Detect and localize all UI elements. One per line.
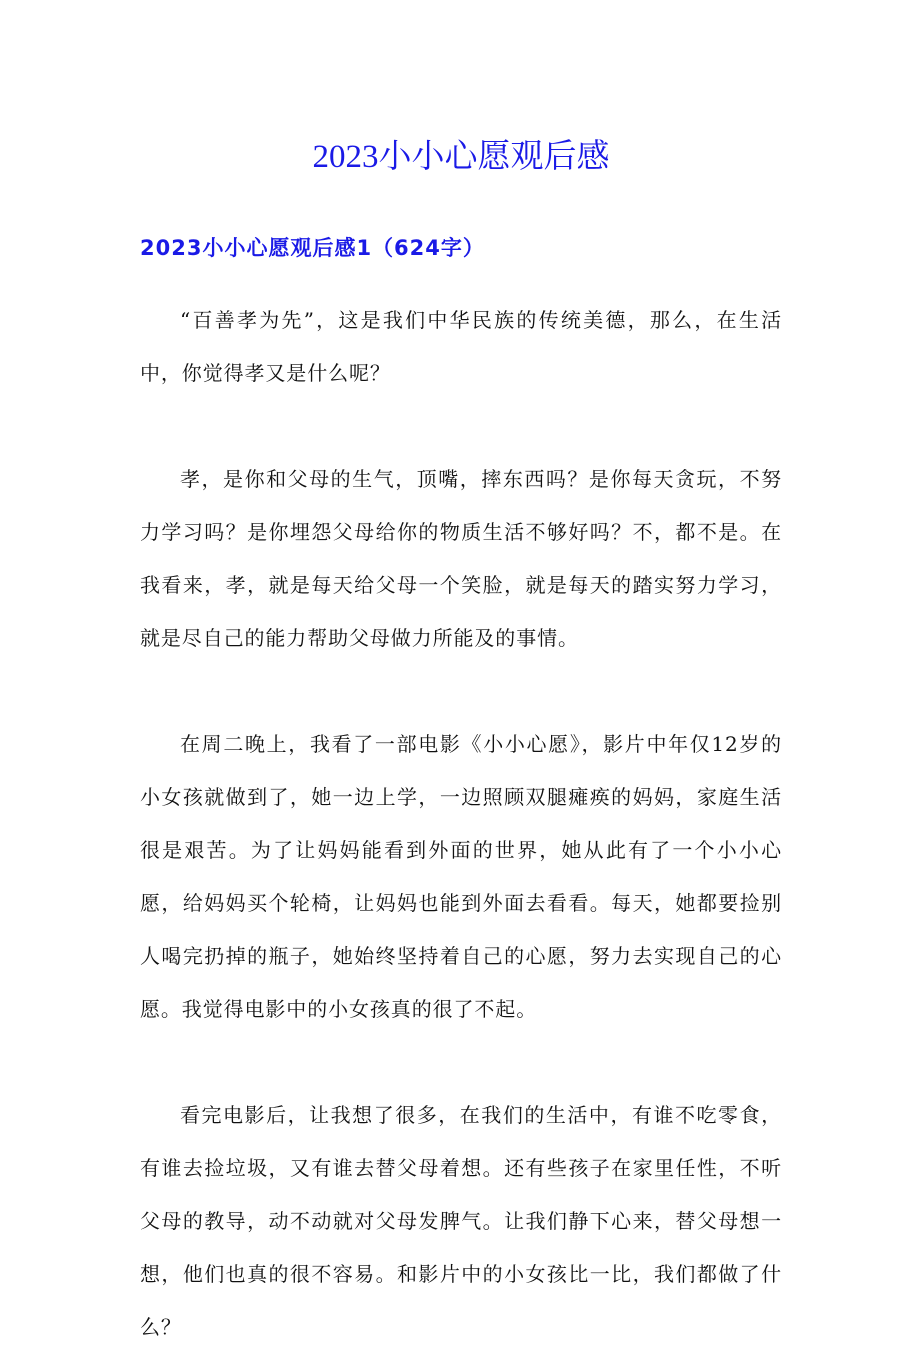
paragraph-4: 看完电影后，让我想了很多，在我们的生活中，有谁不吃零食，有谁去捡垃圾，又有谁去替父母着想。还有些孩子在家里任性，不听父母的教导，动不动就对父母发脾气。让我们静下心来，替父母想一想，他们也真的很不容易。和影片中的小女孩比一比，我们都做了什么？ [140,1103,782,1339]
paragraph-2: 孝，是你和父母的生气，顶嘴，摔东西吗？是你每天贪玩，不努力学习吗？是你埋怨父母给你的物质生活不够好吗？不，都不是。在我看来，孝，就是每天给父母一个笑脸，就是每天的踏实努力学习，就是尽自己的能力帮助父母做力所能及的事情。 [140,467,782,650]
paragraph-1: “百善孝为先”，这是我们中华民族的传统美德，那么，在生活中，你觉得孝又是什么呢？ [140,308,782,385]
section-heading: 2023小小心愿观后感1（624字） [140,236,485,260]
paragraph-3: 在周二晚上，我看了一部电影《小小心愿》，影片中年仅12岁的小女孩就做到了，她一边上学，一边照顾双腿瘫痪的妈妈，家庭生活很是艰苦。为了让妈妈能看到外面的世界，她从此有了一个小小心愿，给妈妈买个轮椅，让妈妈也能到外面去看看。每天，她都要捡别人喝完扔掉的瓶子，她始终坚持着自己的心愿，努力去实现自己的心愿。我觉得电影中的小女孩真的很了不起。 [140,732,782,1021]
document-title: 2023小小心愿观后感 [312,139,610,175]
document-body [140,294,782,1354]
